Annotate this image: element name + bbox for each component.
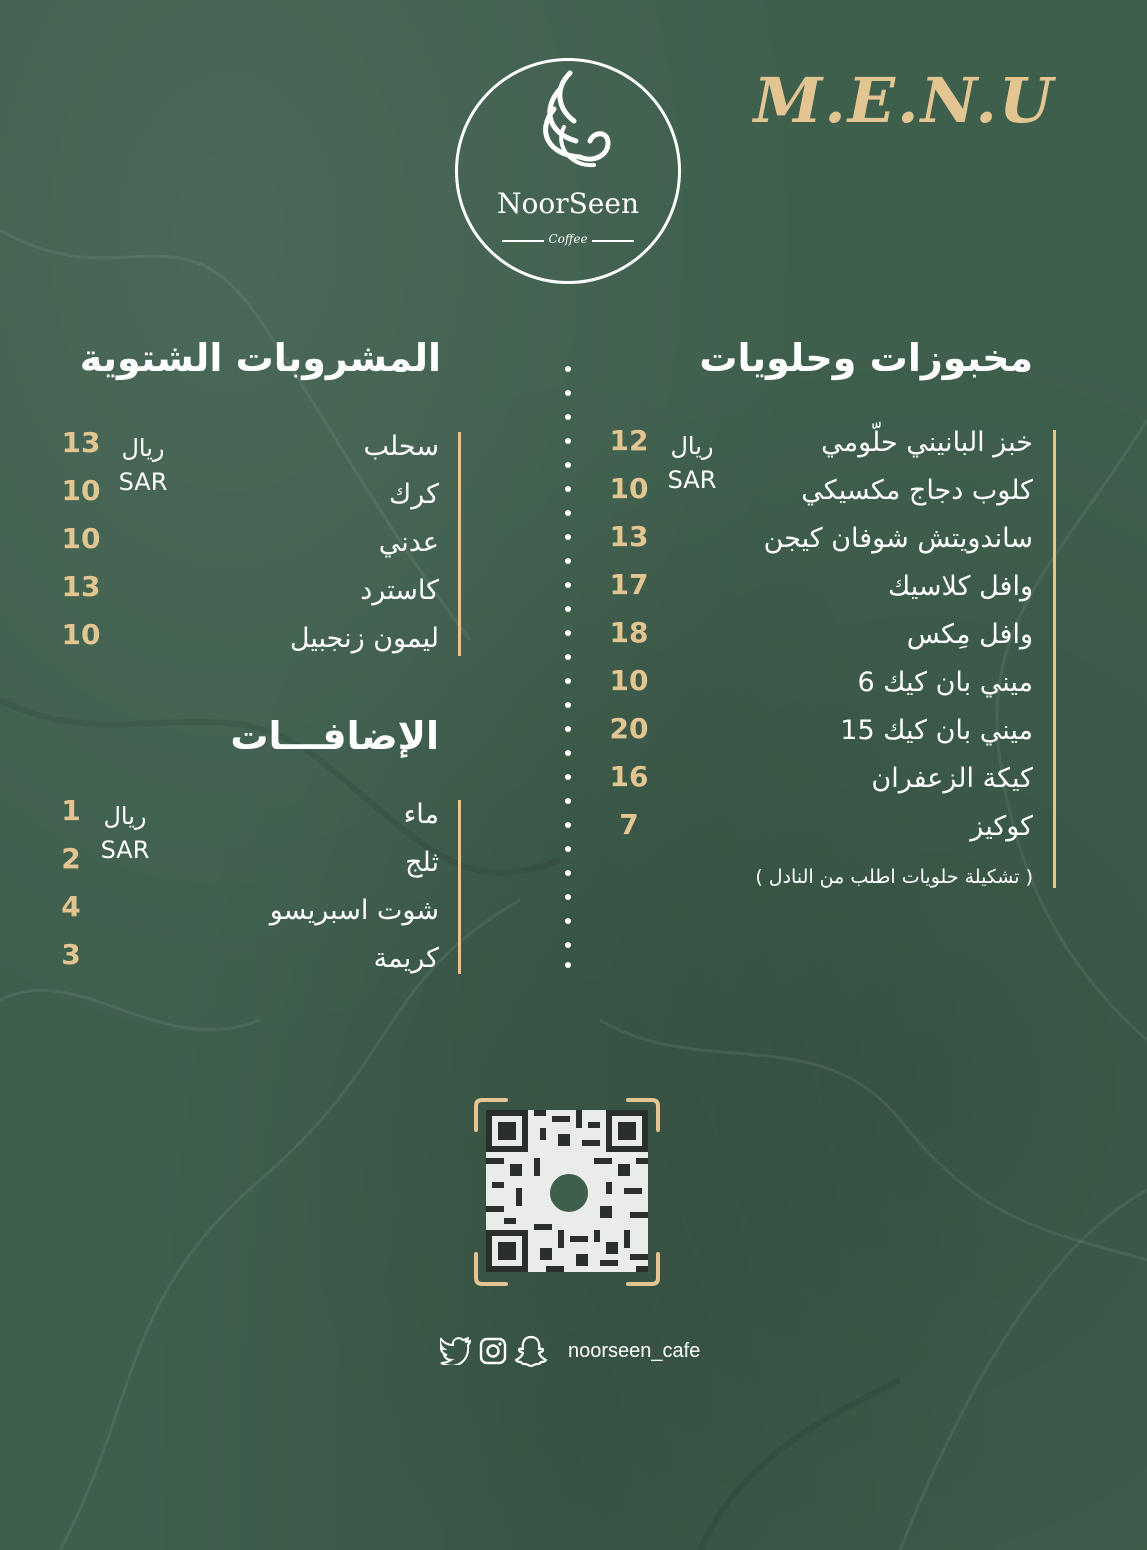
item-price: 10 — [61, 618, 101, 651]
item-price: 10 — [609, 472, 649, 505]
menu-item: كلوب دجاج مكسيكي — [801, 475, 1033, 506]
menu-item: كاسترد — [360, 575, 439, 606]
menu-item: ساندويتش شوفان كيجن — [763, 523, 1033, 554]
menu-item: وافل مِكس — [906, 619, 1033, 650]
item-price: 3 — [61, 938, 81, 971]
bakery-currency-ar: ريال — [670, 432, 714, 460]
instagram-icon[interactable] — [478, 1336, 508, 1366]
item-price: 2 — [61, 842, 81, 875]
menu-title: M.E.N.U — [753, 64, 1055, 137]
social-handle[interactable]: noorseen_cafe — [568, 1339, 701, 1362]
snapchat-icon[interactable] — [514, 1335, 548, 1367]
addons-currency-ar: ريال — [103, 802, 147, 830]
bakery-title: مخبوزات وحلويات — [699, 336, 1033, 380]
menu-item: ماء — [403, 799, 439, 830]
winter-currency-ar: ريال — [121, 434, 165, 462]
addons-currency-en: SAR — [100, 836, 150, 864]
qr-logo-icon — [548, 1172, 590, 1214]
logo-name: NoorSeen — [497, 187, 639, 220]
item-price: 20 — [609, 712, 649, 745]
menu-item: كريمة — [373, 943, 439, 974]
steam-logo-icon — [524, 69, 616, 179]
menu-item: سحلب — [363, 431, 439, 462]
item-price: 18 — [609, 616, 649, 649]
social-links — [440, 1334, 700, 1368]
menu-item: ميني بان كيك 6 — [857, 667, 1033, 698]
item-price: 13 — [61, 426, 101, 459]
twitter-icon[interactable] — [440, 1337, 472, 1365]
menu-item: ليمون زنجبيل — [289, 623, 439, 654]
menu-item: خبز البانيني حلّومي — [821, 427, 1033, 458]
item-price: 4 — [61, 890, 81, 923]
bakery-note: ( تشكيلة حلويات اطلب من النادل ) — [755, 866, 1033, 888]
item-price: 10 — [61, 522, 101, 555]
qr-pattern — [486, 1110, 648, 1272]
addons-bar — [458, 800, 461, 974]
item-price: 13 — [61, 570, 101, 603]
item-price: 16 — [609, 760, 649, 793]
winter-bar — [458, 432, 461, 656]
menu-item: شوت اسبريسو — [269, 895, 439, 926]
addons-title: الإضافـــات — [230, 714, 439, 758]
menu-item: وافل كلاسيك — [888, 571, 1033, 602]
logo-subtitle: Coffee — [548, 232, 588, 246]
item-price: 10 — [61, 474, 101, 507]
item-price: 12 — [609, 424, 649, 457]
bakery-currency-en: SAR — [667, 466, 717, 494]
item-price: 17 — [609, 568, 649, 601]
qr-code[interactable] — [472, 1096, 662, 1288]
menu-item: كيكة الزعفران — [871, 763, 1033, 794]
menu-item: ميني بان كيك 15 — [840, 715, 1033, 746]
bakery-bar — [1053, 430, 1056, 888]
item-price: 13 — [609, 520, 649, 553]
menu-item: ثلج — [405, 847, 439, 878]
item-price: 10 — [609, 664, 649, 697]
menu-item: كرك — [388, 479, 439, 510]
menu-item: عدني — [378, 527, 439, 558]
winter-currency-en: SAR — [118, 468, 168, 496]
logo — [455, 58, 681, 284]
item-price: 1 — [61, 794, 81, 827]
menu-item: كوكيز — [970, 811, 1033, 842]
winter-drinks-title: المشروبات الشتوية — [79, 336, 441, 380]
item-price: 7 — [619, 808, 639, 841]
